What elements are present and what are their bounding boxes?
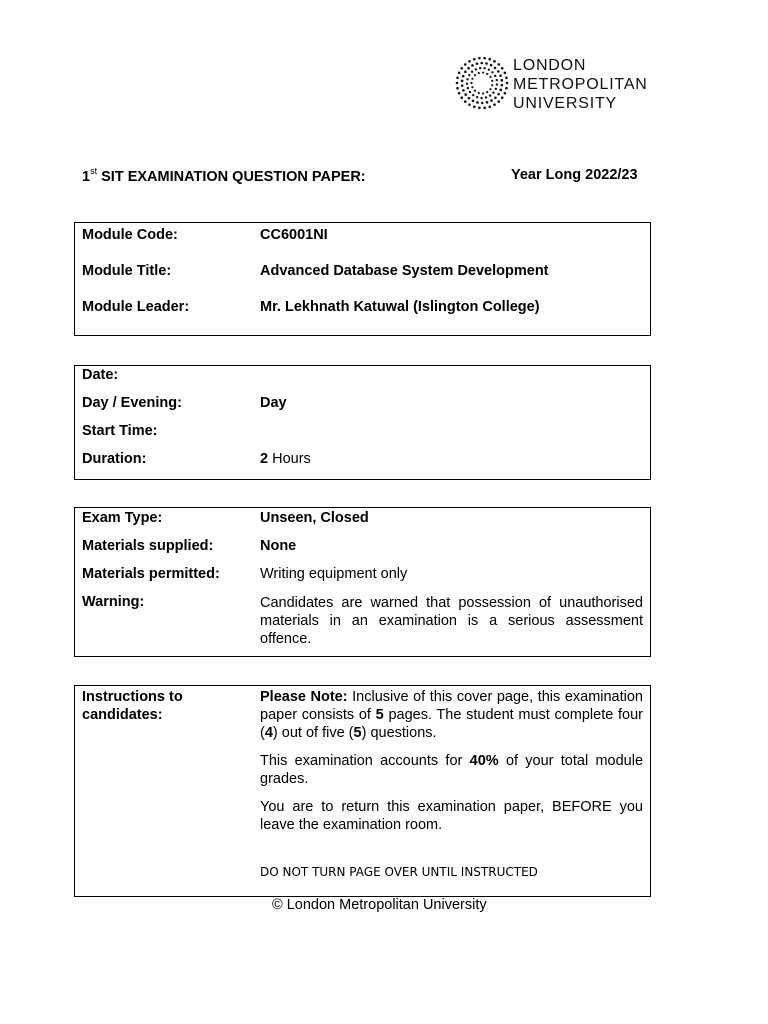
logo-dot-9 <box>473 105 476 108</box>
logo-dot-40 <box>462 89 465 92</box>
logo-dot-10 <box>468 103 471 106</box>
duration-label: Duration: <box>82 451 147 467</box>
logo-dot-71 <box>488 68 490 70</box>
logo-dot-36 <box>476 101 479 104</box>
warning-label: Warning: <box>82 594 145 610</box>
logo-dot-66 <box>468 74 470 76</box>
logo-dot-61 <box>472 94 474 96</box>
logo-dot-51 <box>494 67 497 70</box>
materials-supplied-label: Materials supplied: <box>82 538 214 554</box>
logo-dot-53 <box>499 74 502 77</box>
logo-dot-7 <box>483 107 486 110</box>
paper-title-text: SIT EXAMINATION QUESTION PAPER: <box>101 168 366 185</box>
logo-dot-16 <box>456 77 459 80</box>
logo-dot-75 <box>496 83 498 85</box>
logo-dot-ring-icon <box>455 54 509 112</box>
logo-dot-25 <box>493 60 496 63</box>
logo-dot-49 <box>485 62 488 65</box>
note-label: Please Note: <box>260 689 348 705</box>
module-leader-value: Mr. Lekhnath Katuwal (Islington College) <box>260 299 540 315</box>
exam-type-value: Unseen, Closed <box>260 510 369 526</box>
logo-dot-57 <box>489 94 491 96</box>
logo-dot-64 <box>466 83 468 85</box>
module-title-value: Advanced Database System Development <box>260 263 549 279</box>
logo-dot-58 <box>485 96 487 98</box>
materials-permitted-label: Materials permitted: <box>82 566 220 582</box>
logo-dot-4 <box>497 100 500 103</box>
logo-dot-5 <box>493 103 496 106</box>
logo-dot-60 <box>476 96 478 98</box>
accounts-text-1: This examination accounts for <box>260 753 463 769</box>
do-not-turn-notice: DO NOT TURN PAGE OVER UNTIL INSTRUCTED <box>260 865 538 879</box>
logo-dot-2 <box>504 92 507 95</box>
logo-line-1: LONDON <box>513 57 587 74</box>
logo-dot-37 <box>472 100 475 103</box>
logo-dot-82 <box>470 82 472 84</box>
logo-dot-89 <box>491 80 493 82</box>
copyright-footer: © London Metropolitan University <box>272 897 487 913</box>
logo-dot-46 <box>471 64 474 67</box>
logo-dot-78 <box>482 92 484 94</box>
logo-dot-3 <box>501 96 504 99</box>
logo-dot-28 <box>504 72 507 75</box>
instructions-label-line-1: Instructions to <box>82 689 183 705</box>
logo-dot-77 <box>486 91 488 93</box>
weighting-note <box>260 752 643 788</box>
logo-dot-88 <box>489 76 491 78</box>
logo-dot-24 <box>488 58 491 61</box>
pages-count: 5 <box>375 707 384 723</box>
instructions-label <box>82 688 183 724</box>
logo-dot-39 <box>464 93 467 96</box>
logo-dot-41 <box>461 84 464 87</box>
logo-dot-35 <box>481 102 484 105</box>
logo-dot-15 <box>456 82 459 85</box>
logo-dot-63 <box>467 87 469 89</box>
duration-number: 2 <box>260 451 269 467</box>
university-logo <box>455 54 670 114</box>
logo-dot-29 <box>505 77 508 80</box>
logo-dot-31 <box>497 93 500 96</box>
logo-dot-54 <box>501 79 504 82</box>
logo-dot-6 <box>488 105 491 108</box>
logo-dot-32 <box>494 97 497 100</box>
logo-dot-30 <box>499 89 502 92</box>
logo-dot-79 <box>478 92 480 94</box>
logo-dot-90 <box>491 84 493 86</box>
logo-dot-0 <box>506 82 509 85</box>
logo-dot-22 <box>478 57 481 60</box>
logo-dot-87 <box>486 73 488 75</box>
logo-dot-19 <box>464 63 467 66</box>
logo-dot-59 <box>480 97 482 99</box>
complete-count: 4 <box>264 725 273 741</box>
module-code-label: Module Code: <box>82 227 178 243</box>
logo-dot-67 <box>471 71 473 73</box>
logo-dot-11 <box>464 100 467 103</box>
logo-dot-72 <box>491 71 493 73</box>
logo-dot-20 <box>468 60 471 63</box>
logo-dot-62 <box>469 91 471 93</box>
note-text-5: ) questions. <box>361 725 437 741</box>
materials-supplied-value: None <box>260 538 297 554</box>
accounts-text-2: of your total module grades. <box>260 753 644 787</box>
logo-dot-44 <box>464 71 467 74</box>
logo-dot-85 <box>478 72 480 74</box>
logo-dot-18 <box>460 67 463 70</box>
logo-dot-42 <box>461 80 464 83</box>
logo-dot-68 <box>475 68 477 70</box>
module-leader-label: Module Leader: <box>82 299 190 315</box>
logo-dot-8 <box>478 107 481 110</box>
logo-dot-80 <box>474 90 476 92</box>
logo-dot-73 <box>494 75 496 77</box>
materials-permitted-value: Writing equipment only <box>260 566 408 582</box>
note-text-3: The student must complete four ( <box>260 707 643 741</box>
exam-type-label: Exam Type: <box>82 510 163 526</box>
logo-dot-14 <box>456 87 459 90</box>
accounts-percent: 40% <box>469 753 499 769</box>
logo-dot-17 <box>458 72 461 75</box>
instructions-label-line-2: candidates: <box>82 707 163 723</box>
module-code-value: CC6001NI <box>260 227 328 243</box>
logo-line-2: METROPOLITAN <box>513 76 648 93</box>
note-text-2: pages. <box>388 707 432 723</box>
logo-dot-13 <box>458 92 461 95</box>
logo-dot-83 <box>471 78 473 80</box>
logo-dot-91 <box>489 88 491 90</box>
instructions-box <box>74 685 651 897</box>
logo-dot-70 <box>483 67 485 69</box>
logo-dot-48 <box>480 62 483 65</box>
duration-unit: Hours <box>272 451 311 467</box>
logo-dot-69 <box>479 67 481 69</box>
logo-line-3: UNIVERSITY <box>513 95 618 112</box>
schedule-box <box>74 365 651 480</box>
logo-dot-1 <box>505 87 508 90</box>
date-label: Date: <box>82 367 119 383</box>
logo-dot-43 <box>462 75 465 78</box>
ordinal-number: 1 <box>82 168 91 185</box>
total-count: 5 <box>353 725 362 741</box>
logo-dot-55 <box>501 84 504 87</box>
logo-dot-76 <box>495 88 497 90</box>
module-title-label: Module Title: <box>82 263 172 279</box>
paper-title <box>82 167 366 185</box>
academic-year: Year Long 2022/23 <box>511 167 638 183</box>
logo-dot-34 <box>486 101 489 104</box>
start-time-label: Start Time: <box>82 423 158 439</box>
logo-dot-45 <box>467 67 470 70</box>
page-count-note <box>260 688 643 742</box>
logo-dot-81 <box>471 86 473 88</box>
logo-dot-65 <box>466 78 468 80</box>
logo-dot-12 <box>460 96 463 99</box>
logo-dot-33 <box>490 99 493 102</box>
logo-dot-27 <box>501 67 504 70</box>
logo-dot-47 <box>476 62 479 65</box>
logo-dot-84 <box>474 74 476 76</box>
session-value: Day <box>260 395 287 411</box>
ordinal-suffix: st <box>90 166 98 176</box>
logo-wordmark <box>513 56 648 113</box>
return-paper-note: You are to return this examination paper, BEFORE you leave the examination room. <box>260 799 643 833</box>
logo-dot-50 <box>490 64 493 67</box>
note-text-1: Inclusive of this cover page, this examination paper consists of <box>260 689 643 723</box>
logo-dot-21 <box>473 58 476 61</box>
logo-dot-23 <box>483 57 486 60</box>
logo-dot-52 <box>497 70 500 73</box>
exam-type-box <box>74 507 651 657</box>
session-label: Day / Evening: <box>82 395 182 411</box>
logo-dot-56 <box>492 91 494 93</box>
module-info-box <box>74 222 651 336</box>
warning-text: Candidates are warned that possession of unauthorised materials in an examination is a serious assessment offence. <box>260 595 643 647</box>
note-text-4: ) out of five ( <box>272 725 354 741</box>
logo-dot-86 <box>482 71 484 73</box>
logo-dot-74 <box>496 79 498 81</box>
logo-dot-26 <box>497 63 500 66</box>
duration-value <box>260 451 643 467</box>
logo-dot-38 <box>468 97 471 100</box>
